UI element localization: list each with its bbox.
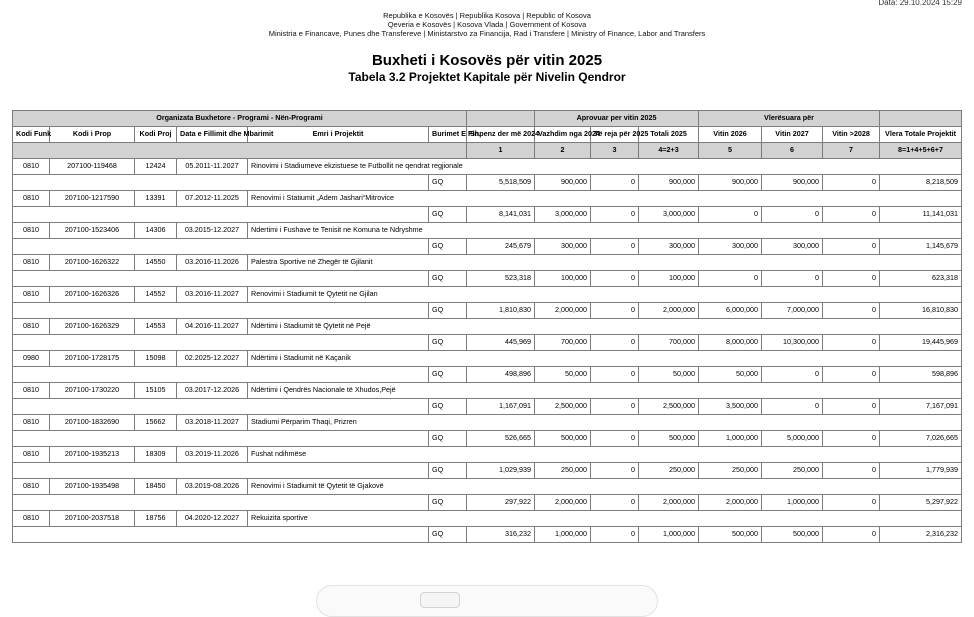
col-number: 5: [699, 143, 762, 159]
funding-source-cell: GQ: [429, 399, 467, 415]
project-info-row: [13, 319, 962, 335]
year-2026-cell: 0: [699, 207, 762, 223]
capital-projects-table: [12, 110, 962, 543]
kodi-funk-cell: 0810: [13, 223, 50, 239]
kodi-funk-cell: 0810: [13, 255, 50, 271]
project-values-row: [13, 175, 962, 191]
date-range-cell: 05.2011-11.2027: [177, 159, 248, 175]
year-2028-cell: 0: [823, 431, 880, 447]
col-kodi-funk: Kodi Funk: [13, 127, 50, 143]
total-2025-cell: 500,000: [639, 431, 699, 447]
kodi-prop-cell: 207100-1730220: [50, 383, 135, 399]
spent-2024-cell: 316,232: [467, 527, 535, 543]
report-subtitle: Tabela 3.2 Projektet Kapitale për Nivelin Qendror: [348, 70, 626, 84]
values-row-blank: [13, 207, 429, 223]
header-row-groups: [13, 111, 962, 127]
project-total-cell: 19,445,969: [880, 335, 962, 351]
new-2025-cell: 0: [591, 175, 639, 191]
new-2025-cell: 0: [591, 527, 639, 543]
col-number: 6: [762, 143, 823, 159]
kodi-prop-cell: 207100-1832690: [50, 415, 135, 431]
funding-source-cell: GQ: [429, 495, 467, 511]
year-2026-cell: 0: [699, 271, 762, 287]
year-2027-cell: 250,000: [762, 463, 823, 479]
project-total-cell: 5,297,922: [880, 495, 962, 511]
kodi-funk-cell: 0980: [13, 351, 50, 367]
values-row-blank: [13, 463, 429, 479]
values-row-blank: [13, 239, 429, 255]
spent-2024-cell: 8,141,031: [467, 207, 535, 223]
header-row-columns: [13, 127, 962, 143]
funding-source-cell: GQ: [429, 367, 467, 383]
project-total-cell: 8,218,509: [880, 175, 962, 191]
continued-2024-cell: 3,000,000: [535, 207, 591, 223]
new-2025-cell: 0: [591, 239, 639, 255]
year-2028-cell: 0: [823, 495, 880, 511]
continued-2024-cell: 100,000: [535, 271, 591, 287]
values-row-blank: [13, 495, 429, 511]
year-2026-cell: 6,000,000: [699, 303, 762, 319]
year-2027-cell: 0: [762, 367, 823, 383]
funding-source-cell: GQ: [429, 431, 467, 447]
approved-2025-header: Aprovuar per vitin 2025: [535, 111, 699, 127]
year-2028-cell: 0: [823, 303, 880, 319]
continued-2024-cell: 2,000,000: [535, 495, 591, 511]
estimated-header: Vlerësuara për: [699, 111, 880, 127]
project-name-cell: Ndërtimi i Stadiumit në Kaçanik: [248, 351, 962, 367]
year-2027-cell: 0: [762, 207, 823, 223]
header-line-government: Qeveria e Kosovës | Kosova Vlada | Government of Kosova: [387, 20, 587, 29]
spent-2024-cell: 523,318: [467, 271, 535, 287]
col-te-reja: Të reja për 2025: [591, 127, 639, 143]
project-total-cell: 598,896: [880, 367, 962, 383]
year-2026-cell: 300,000: [699, 239, 762, 255]
funding-source-cell: GQ: [429, 527, 467, 543]
col-2027: Vitin 2027: [762, 127, 823, 143]
kodi-proj-cell: 18450: [135, 479, 177, 495]
project-info-row: [13, 191, 962, 207]
project-name-cell: Stadiumi Përparim Thaqi, Prizren: [248, 415, 962, 431]
project-values-row: [13, 527, 962, 543]
date-range-cell: 03.2016-11.2026: [177, 255, 248, 271]
year-2026-cell: 2,000,000: [699, 495, 762, 511]
kodi-proj-cell: 14550: [135, 255, 177, 271]
kodi-prop-cell: 207100-119468: [50, 159, 135, 175]
kodi-proj-cell: 18309: [135, 447, 177, 463]
spent-2024-cell: 5,518,509: [467, 175, 535, 191]
header-spacer: [880, 111, 962, 127]
spent-2024-cell: 1,029,939: [467, 463, 535, 479]
project-name-cell: Ndertimi i Fushave te Tenisit ne Komuna te Ndryshme: [248, 223, 962, 239]
total-2025-cell: 3,000,000: [639, 207, 699, 223]
new-2025-cell: 0: [591, 431, 639, 447]
total-2025-cell: 700,000: [639, 335, 699, 351]
values-row-blank: [13, 271, 429, 287]
values-row-blank: [13, 399, 429, 415]
project-name-cell: Renovimi i Stadiumit të Qytetit të Gjakovë: [248, 479, 962, 495]
kodi-funk-cell: 0810: [13, 415, 50, 431]
year-2026-cell: 500,000: [699, 527, 762, 543]
project-info-row: [13, 511, 962, 527]
page-navigation-bar[interactable]: [316, 585, 658, 617]
year-2028-cell: 0: [823, 207, 880, 223]
new-2025-cell: 0: [591, 303, 639, 319]
kodi-proj-cell: 15105: [135, 383, 177, 399]
header-line-republic: Republika e Kosovës | Republika Kosova | Republic of Kosova: [383, 11, 591, 20]
project-total-cell: 1,145,679: [880, 239, 962, 255]
kodi-prop-cell: 207100-1626326: [50, 287, 135, 303]
col-2026: Vitin 2026: [699, 127, 762, 143]
org-program-header: Organizata Buxhetore - Programi - Nën-Programi: [13, 111, 467, 127]
project-total-cell: 7,167,091: [880, 399, 962, 415]
kodi-funk-cell: 0810: [13, 447, 50, 463]
year-2028-cell: 0: [823, 239, 880, 255]
project-total-cell: 623,318: [880, 271, 962, 287]
col-number: 8=1+4+5+6+7: [880, 143, 962, 159]
year-2028-cell: 0: [823, 367, 880, 383]
date-range-cell: 03.2017-12.2026: [177, 383, 248, 399]
year-2026-cell: 3,500,000: [699, 399, 762, 415]
project-values-row: [13, 207, 962, 223]
spent-2024-cell: 245,679: [467, 239, 535, 255]
date-range-cell: 03.2019-08.2026: [177, 479, 248, 495]
col-number: 4=2+3: [639, 143, 699, 159]
year-2026-cell: 1,000,000: [699, 431, 762, 447]
spent-2024-cell: 1,810,830: [467, 303, 535, 319]
date-range-cell: 03.2019-11.2026: [177, 447, 248, 463]
project-name-cell: Renovimi i Statiumit „Adem Jashari“Mitrovice: [248, 191, 962, 207]
kodi-proj-cell: 14306: [135, 223, 177, 239]
total-2025-cell: 50,000: [639, 367, 699, 383]
year-2026-cell: 900,000: [699, 175, 762, 191]
continued-2024-cell: 900,000: [535, 175, 591, 191]
new-2025-cell: 0: [591, 335, 639, 351]
year-2027-cell: 0: [762, 271, 823, 287]
report-title: Buxheti i Kosovës për vitin 2025: [371, 52, 603, 69]
project-name-cell: Rekuizita sportive: [248, 511, 962, 527]
col-shpenz: Shpenz der më 2024: [467, 127, 535, 143]
col-totali: Totali 2025: [639, 127, 699, 143]
kodi-proj-cell: 14553: [135, 319, 177, 335]
kodi-proj-cell: 18756: [135, 511, 177, 527]
project-values-row: [13, 431, 962, 447]
funding-source-cell: GQ: [429, 303, 467, 319]
kodi-funk-cell: 0810: [13, 319, 50, 335]
kodi-prop-cell: 207100-1523406: [50, 223, 135, 239]
date-range-cell: 04.2016-11.2027: [177, 319, 248, 335]
year-2028-cell: 0: [823, 335, 880, 351]
project-name-cell: Rinovimi i Stadiumeve ekzistuese te Futbollit ne qendrat regjionale: [248, 159, 962, 175]
col-burimet: Burimet E Fin.: [429, 127, 467, 143]
values-row-blank: [13, 527, 429, 543]
project-values-row: [13, 495, 962, 511]
project-total-cell: 16,810,830: [880, 303, 962, 319]
project-info-row: [13, 255, 962, 271]
col-number: 1: [467, 143, 535, 159]
year-2028-cell: 0: [823, 399, 880, 415]
project-info-row: [13, 159, 962, 175]
date-range-cell: 07.2012-11.2025: [177, 191, 248, 207]
funding-source-cell: GQ: [429, 271, 467, 287]
year-2028-cell: 0: [823, 527, 880, 543]
kodi-proj-cell: 14552: [135, 287, 177, 303]
spent-2024-cell: 498,896: [467, 367, 535, 383]
kodi-prop-cell: 207100-1217590: [50, 191, 135, 207]
date-range-cell: 03.2015-12.2027: [177, 223, 248, 239]
project-total-cell: 1,779,939: [880, 463, 962, 479]
kodi-funk-cell: 0810: [13, 383, 50, 399]
project-info-row: [13, 415, 962, 431]
year-2028-cell: 0: [823, 175, 880, 191]
kodi-prop-cell: 207100-1935213: [50, 447, 135, 463]
col-number: 2: [535, 143, 591, 159]
kodi-prop-cell: 207100-1935498: [50, 479, 135, 495]
project-name-cell: Fushat ndihmëse: [248, 447, 962, 463]
kodi-prop-cell: 207100-2037518: [50, 511, 135, 527]
continued-2024-cell: 2,500,000: [535, 399, 591, 415]
project-total-cell: 11,141,031: [880, 207, 962, 223]
header-line-ministry: Ministria e Financave, Punes dhe Transfereve | Ministarstvo za Financija, Rad i Transfere | Ministry of Finance, Labor and Transfers: [268, 29, 706, 38]
total-2025-cell: 900,000: [639, 175, 699, 191]
year-2027-cell: 500,000: [762, 527, 823, 543]
kodi-proj-cell: 13391: [135, 191, 177, 207]
continued-2024-cell: 2,000,000: [535, 303, 591, 319]
date-range-cell: 02.2025-12.2027: [177, 351, 248, 367]
spent-2024-cell: 297,922: [467, 495, 535, 511]
year-2028-cell: 0: [823, 463, 880, 479]
col-number-blank: [13, 143, 467, 159]
funding-source-cell: GQ: [429, 239, 467, 255]
funding-source-cell: GQ: [429, 463, 467, 479]
col-vlera-totale: Vlera Totale Projektit: [880, 127, 962, 143]
funding-source-cell: GQ: [429, 335, 467, 351]
total-2025-cell: 250,000: [639, 463, 699, 479]
date-range-cell: 04.2020-12.2027: [177, 511, 248, 527]
new-2025-cell: 0: [591, 367, 639, 383]
project-info-row: [13, 223, 962, 239]
project-name-cell: Renovimi i Stadiumit te Qytetit ne Gjilan: [248, 287, 962, 303]
project-name-cell: Ndërtimi i Stadiumit të Qytetit në Pejë: [248, 319, 962, 335]
spent-2024-cell: 526,665: [467, 431, 535, 447]
year-2026-cell: 50,000: [699, 367, 762, 383]
col-kodi-proj: Kodi Proj: [135, 127, 177, 143]
year-2027-cell: 0: [762, 399, 823, 415]
kodi-funk-cell: 0810: [13, 191, 50, 207]
header-row-col-numbers: [13, 143, 962, 159]
kodi-proj-cell: 15098: [135, 351, 177, 367]
continued-2024-cell: 1,000,000: [535, 527, 591, 543]
spent-2024-cell: 445,969: [467, 335, 535, 351]
total-2025-cell: 300,000: [639, 239, 699, 255]
project-values-row: [13, 463, 962, 479]
project-total-cell: 7,026,665: [880, 431, 962, 447]
year-2028-cell: 0: [823, 271, 880, 287]
funding-source-cell: GQ: [429, 207, 467, 223]
kodi-prop-cell: 207100-1626329: [50, 319, 135, 335]
project-info-row: [13, 479, 962, 495]
kodi-funk-cell: 0810: [13, 287, 50, 303]
year-2026-cell: 8,000,000: [699, 335, 762, 351]
kodi-prop-cell: 207100-1728175: [50, 351, 135, 367]
continued-2024-cell: 300,000: [535, 239, 591, 255]
year-2027-cell: 10,300,000: [762, 335, 823, 351]
year-2027-cell: 300,000: [762, 239, 823, 255]
table-body: [13, 159, 962, 543]
date-range-cell: 03.2018-11.2027: [177, 415, 248, 431]
project-total-cell: 2,316,232: [880, 527, 962, 543]
new-2025-cell: 0: [591, 399, 639, 415]
year-2027-cell: 900,000: [762, 175, 823, 191]
new-2025-cell: 0: [591, 495, 639, 511]
values-row-blank: [13, 175, 429, 191]
new-2025-cell: 0: [591, 271, 639, 287]
values-row-blank: [13, 303, 429, 319]
col-2028: Vitin >2028: [823, 127, 880, 143]
total-2025-cell: 2,000,000: [639, 495, 699, 511]
col-number: 7: [823, 143, 880, 159]
kodi-proj-cell: 15662: [135, 415, 177, 431]
header-spacer: [467, 111, 535, 127]
year-2027-cell: 7,000,000: [762, 303, 823, 319]
project-values-row: [13, 367, 962, 383]
year-2027-cell: 1,000,000: [762, 495, 823, 511]
project-values-row: [13, 271, 962, 287]
report-date: Data: 29.10.2024 15:29: [878, 0, 962, 7]
total-2025-cell: 2,500,000: [639, 399, 699, 415]
page-navigation-button[interactable]: [420, 592, 460, 608]
project-info-row: [13, 383, 962, 399]
values-row-blank: [13, 367, 429, 383]
project-values-row: [13, 303, 962, 319]
project-info-row: [13, 351, 962, 367]
col-emri: Emri i Projektit: [248, 127, 429, 143]
total-2025-cell: 1,000,000: [639, 527, 699, 543]
continued-2024-cell: 500,000: [535, 431, 591, 447]
kodi-prop-cell: 207100-1626322: [50, 255, 135, 271]
continued-2024-cell: 50,000: [535, 367, 591, 383]
col-kodi-prop: Kodi i Prop: [50, 127, 135, 143]
continued-2024-cell: 700,000: [535, 335, 591, 351]
project-info-row: [13, 287, 962, 303]
col-number: 3: [591, 143, 639, 159]
project-name-cell: Palestra Sportive në Zhegër të Gjilanit: [248, 255, 962, 271]
total-2025-cell: 2,000,000: [639, 303, 699, 319]
new-2025-cell: 0: [591, 463, 639, 479]
col-vazhdim: Vazhdim nga 2024: [535, 127, 591, 143]
kodi-funk-cell: 0810: [13, 511, 50, 527]
kodi-funk-cell: 0810: [13, 479, 50, 495]
kodi-proj-cell: 12424: [135, 159, 177, 175]
project-info-row: [13, 447, 962, 463]
new-2025-cell: 0: [591, 207, 639, 223]
continued-2024-cell: 250,000: [535, 463, 591, 479]
values-row-blank: [13, 431, 429, 447]
values-row-blank: [13, 335, 429, 351]
year-2027-cell: 5,000,000: [762, 431, 823, 447]
project-values-row: [13, 239, 962, 255]
year-2026-cell: 250,000: [699, 463, 762, 479]
funding-source-cell: GQ: [429, 175, 467, 191]
col-data: Data e Fillimit dhe Mbarimit: [177, 127, 248, 143]
project-name-cell: Ndërtimi i Qendrës Nacionale të Xhudos,Pejë: [248, 383, 962, 399]
project-values-row: [13, 335, 962, 351]
date-range-cell: 03.2016-11.2027: [177, 287, 248, 303]
spent-2024-cell: 1,167,091: [467, 399, 535, 415]
kodi-funk-cell: 0810: [13, 159, 50, 175]
project-values-row: [13, 399, 962, 415]
total-2025-cell: 100,000: [639, 271, 699, 287]
